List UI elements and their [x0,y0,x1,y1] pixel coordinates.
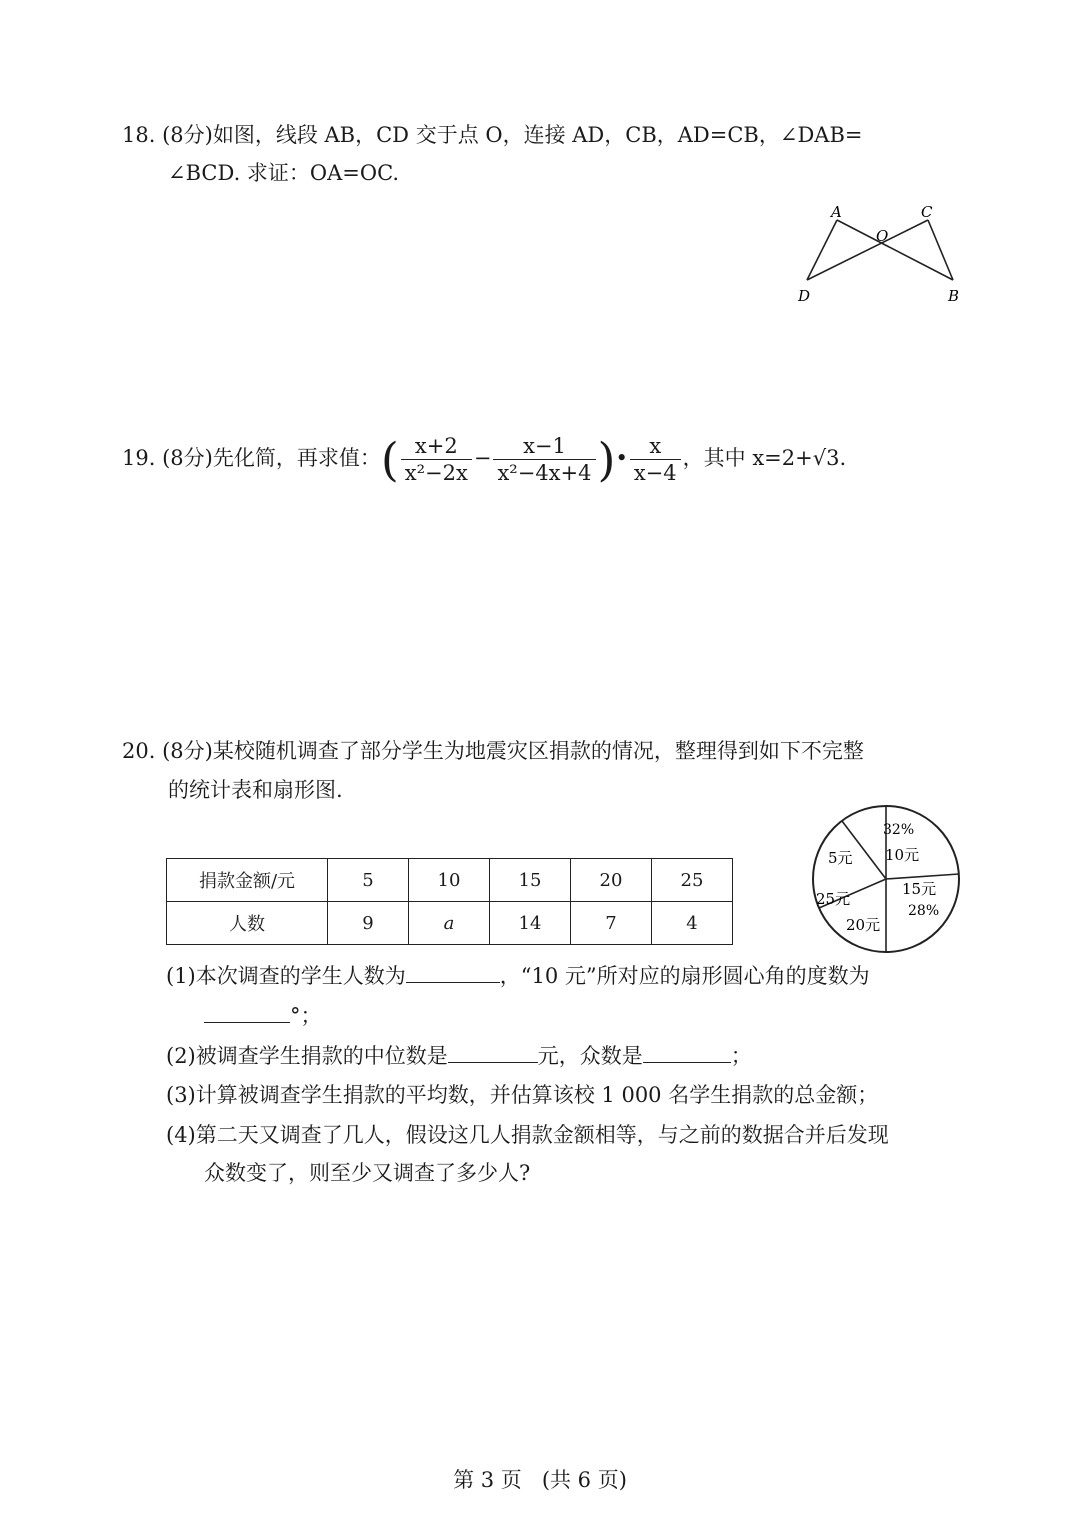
fraction-3-numerator: x [649,434,662,458]
pie-slice-20-label: 20元 [846,916,881,934]
table-cell: 7 [571,902,652,945]
q19-line [122,428,846,488]
sub1-text-c: °； [290,1004,322,1028]
q18-line2: ∠BCD. 求证：OA=OC. [168,161,400,185]
segment-CD [807,220,928,280]
label-A: A [831,203,842,221]
q19-points: (8分) [162,446,213,470]
q20-points: (8分) [162,739,213,763]
fraction-3-denominator: x−4 [630,459,681,486]
q20-line2: 的统计表和扇形图. [168,778,343,802]
fraction-2-numerator: x−1 [523,434,566,458]
table-row-amounts [167,859,733,902]
fraction-2 [493,433,595,486]
q19-suffix: ，其中 x=2+√3. [682,446,847,470]
label-C: C [921,203,933,221]
minus-sign: − [473,446,492,470]
table-cell: 4 [652,902,733,945]
sub2-text-b: 元，众数是 [537,1044,643,1068]
table-row-counts [167,902,733,945]
q20-sub3: (3)计算被调查学生捐款的平均数，并估算该校 1 000 名学生捐款的总金额； [166,1083,879,1107]
q19-number: 19. [122,446,156,470]
label-O: O [876,227,889,245]
q20-sub2 [166,1040,752,1071]
donation-table [166,858,733,945]
q18-text1: 如图，线段 AB，CD 交于点 O，连接 AD，CB，AD=CB，∠DAB= [212,123,863,147]
pie-slice-10-percent: 32% [883,822,915,838]
segment-CB [928,220,953,280]
multiply-dot: • [615,446,628,470]
pie-slice-10-label: 10元 [885,846,920,864]
fraction-1 [401,433,472,486]
table-cell: 15 [490,859,571,902]
sub1-text-b: ，“10 元”所对应的扇形圆心角的度数为 [499,964,870,988]
segment-AB [837,220,953,280]
q18-points: (8分) [162,123,213,147]
pie-chart [806,802,966,958]
pie-slice-25-label: 25元 [816,890,851,908]
left-paren: ( [380,432,399,487]
fraction-1-denominator: x²−2x [401,459,472,486]
answer-blank-angle[interactable] [204,1000,290,1023]
segment-AD [807,220,837,280]
fraction-1-numerator: x+2 [414,434,458,458]
table-cell: 10 [409,859,490,902]
q20-line1 [122,736,864,766]
table-row-label: 人数 [167,902,328,945]
q19-prefix: 先化简，再求值： [212,446,381,470]
answer-blank-median[interactable] [448,1040,538,1063]
q20-sub1-line2 [204,1000,322,1031]
right-paren: ) [597,432,616,487]
table-cell: 5 [328,859,409,902]
pie-slice-15-percent: 28% [908,903,940,919]
answer-blank-mode[interactable] [643,1040,731,1063]
sub1-text-a: (1)本次调查的学生人数为 [166,964,406,988]
page-footer: 第 3 页 (共 6 页) [453,1468,627,1492]
table-cell: 20 [571,859,652,902]
table-cell: 9 [328,902,409,945]
fraction-3 [630,433,681,486]
pie-slice-5-label: 5元 [828,849,853,867]
q20-sub4-line2: 众数变了，则至少又调查了多少人? [204,1161,531,1185]
q18-line1 [122,120,863,150]
table-cell: 14 [490,902,571,945]
q20-sub1-line1 [166,960,870,991]
table-cell: a [409,902,490,945]
q20-text1: 某校随机调查了部分学生为地震灾区捐款的情况，整理得到如下不完整 [212,739,864,763]
q20-sub4-line1: (4)第二天又调查了几人，假设这几人捐款金额相等，与之前的数据合并后发现 [166,1123,889,1147]
sub2-text-c: ； [730,1044,752,1068]
q18-number: 18. [122,123,156,147]
sub2-text-a: (2)被调查学生捐款的中位数是 [166,1044,448,1068]
answer-blank-total[interactable] [406,960,500,983]
fraction-2-denominator: x²−4x+4 [493,459,595,486]
q18-figure [790,198,970,310]
q20-number: 20. [122,739,156,763]
label-D: D [798,287,811,305]
table-cell: 25 [652,859,733,902]
pie-divider [886,874,959,879]
pie-slice-15-label: 15元 [902,880,937,898]
label-B: B [948,287,960,305]
table-header-label: 捐款金额/元 [167,859,328,902]
